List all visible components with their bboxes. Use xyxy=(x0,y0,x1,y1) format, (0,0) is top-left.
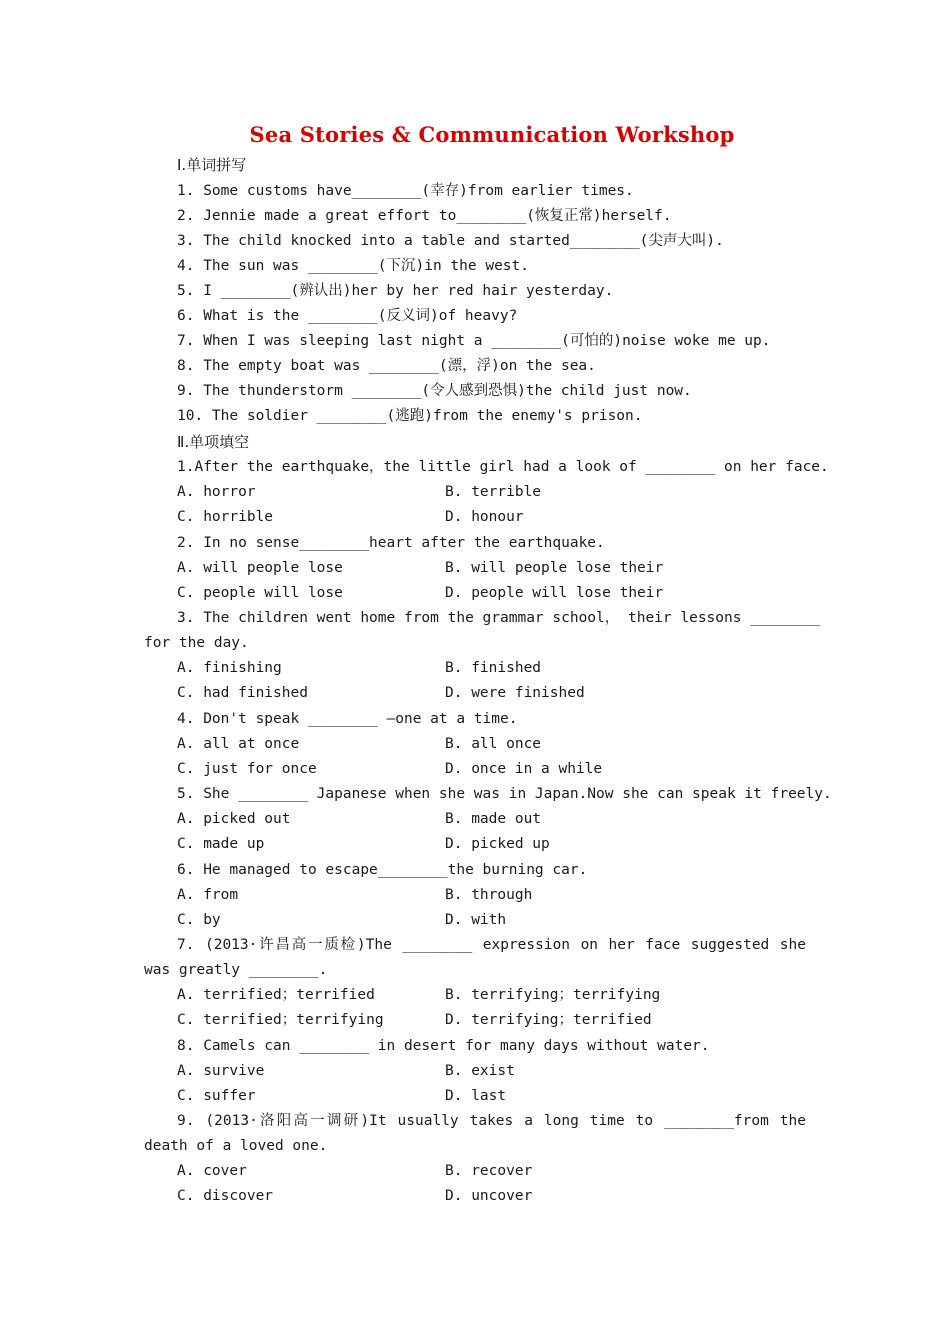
option-d: D. once in a while xyxy=(445,761,603,777)
spelling-item: 10. The soldier ________(逃跑)from the enemy's prison. xyxy=(177,408,643,424)
option-d: D. people will lose their xyxy=(445,585,664,601)
option-c: C. suffer xyxy=(177,1088,256,1104)
option-d: D. last xyxy=(445,1088,507,1104)
option-c: C. made up xyxy=(177,836,265,852)
option-b: B. all once xyxy=(445,736,542,752)
question-stem: 7. (2013·许昌高一质检)The ________ expression on her face suggested she xyxy=(177,937,806,953)
option-d: D. terrifying；terrified xyxy=(445,1012,652,1028)
option-b: B. terrible xyxy=(445,484,542,500)
question-stem: 1.After the earthquake，the little girl had a look of ________ on her face. xyxy=(177,459,829,475)
option-a: A. picked out xyxy=(177,811,291,827)
option-a: A. will people lose xyxy=(177,560,343,576)
option-b: B. recover xyxy=(445,1163,533,1179)
option-b: B. will people lose their xyxy=(445,560,664,576)
option-a: A. all at once xyxy=(177,736,300,752)
option-d: D. honour xyxy=(445,509,524,525)
option-d: D. uncover xyxy=(445,1188,533,1204)
option-c: C. terrified；terrifying xyxy=(177,1012,384,1028)
option-c: C. horrible xyxy=(177,509,274,525)
option-b: B. finished xyxy=(445,660,542,676)
option-a: A. horror xyxy=(177,484,256,500)
section-heading-spelling: Ⅰ.单词拼写 xyxy=(177,156,247,174)
option-a: A. finishing xyxy=(177,660,282,676)
option-c: C. discover xyxy=(177,1188,274,1204)
option-d: D. picked up xyxy=(445,836,550,852)
option-c: C. by xyxy=(177,912,221,928)
question-stem: 8. Camels can ________ in desert for many days without water. xyxy=(177,1038,710,1054)
option-b: B. through xyxy=(445,887,533,903)
question-stem: 6. He managed to escape________the burning car. xyxy=(177,862,588,878)
spelling-item: 1. Some customs have________(幸存)from earlier times. xyxy=(177,183,634,199)
option-d: D. with xyxy=(445,912,507,928)
spelling-item: 6. What is the ________(反义词)of heavy? xyxy=(177,308,518,324)
question-stem: 5. She ________ Japanese when she was in Japan.Now she can speak it freely. xyxy=(177,786,832,802)
option-d: D. were finished xyxy=(445,685,585,701)
option-a: A. cover xyxy=(177,1163,247,1179)
page-title: Sea Stories & Communication Workshop xyxy=(249,122,735,147)
question-stem: 4. Don't speak ________ —one at a time. xyxy=(177,711,518,727)
spelling-item: 2. Jennie made a great effort to________(恢复正常)herself. xyxy=(177,208,672,224)
question-stem-continued: death of a loved one. xyxy=(144,1138,328,1154)
question-stem: 2. In no sense________heart after the earthquake. xyxy=(177,535,605,551)
option-a: A. from xyxy=(177,887,239,903)
spelling-item: 7. When I was sleeping last night a ________(可怕的)noise woke me up. xyxy=(177,333,771,349)
spelling-item: 9. The thunderstorm ________(令人感到恐惧)the child just now. xyxy=(177,383,692,399)
spelling-item: 8. The empty boat was ________(漂，浮)on the sea. xyxy=(177,358,596,374)
option-c: C. had finished xyxy=(177,685,308,701)
option-c: C. people will lose xyxy=(177,585,343,601)
question-stem: 9. (2013·洛阳高一调研)It usually takes a long time to ________from the xyxy=(177,1113,806,1129)
question-stem-continued: for the day. xyxy=(144,635,249,651)
option-c: C. just for once xyxy=(177,761,317,777)
spelling-item: 5. I ________(辨认出)her by her red hair yesterday. xyxy=(177,283,614,299)
option-a: A. survive xyxy=(177,1063,265,1079)
question-stem: 3. The children went home from the grammar school， their lessons ________ xyxy=(177,610,821,626)
section-heading-choice: Ⅱ.单项填空 xyxy=(177,433,250,451)
option-b: B. terrifying；terrifying xyxy=(445,987,661,1003)
option-a: A. terrified；terrified xyxy=(177,987,375,1003)
question-stem-continued: was greatly ________. xyxy=(144,962,328,978)
option-b: B. exist xyxy=(445,1063,515,1079)
spelling-item: 3. The child knocked into a table and started________(尖声大叫). xyxy=(177,233,724,249)
option-b: B. made out xyxy=(445,811,542,827)
spelling-item: 4. The sun was ________(下沉)in the west. xyxy=(177,258,530,274)
